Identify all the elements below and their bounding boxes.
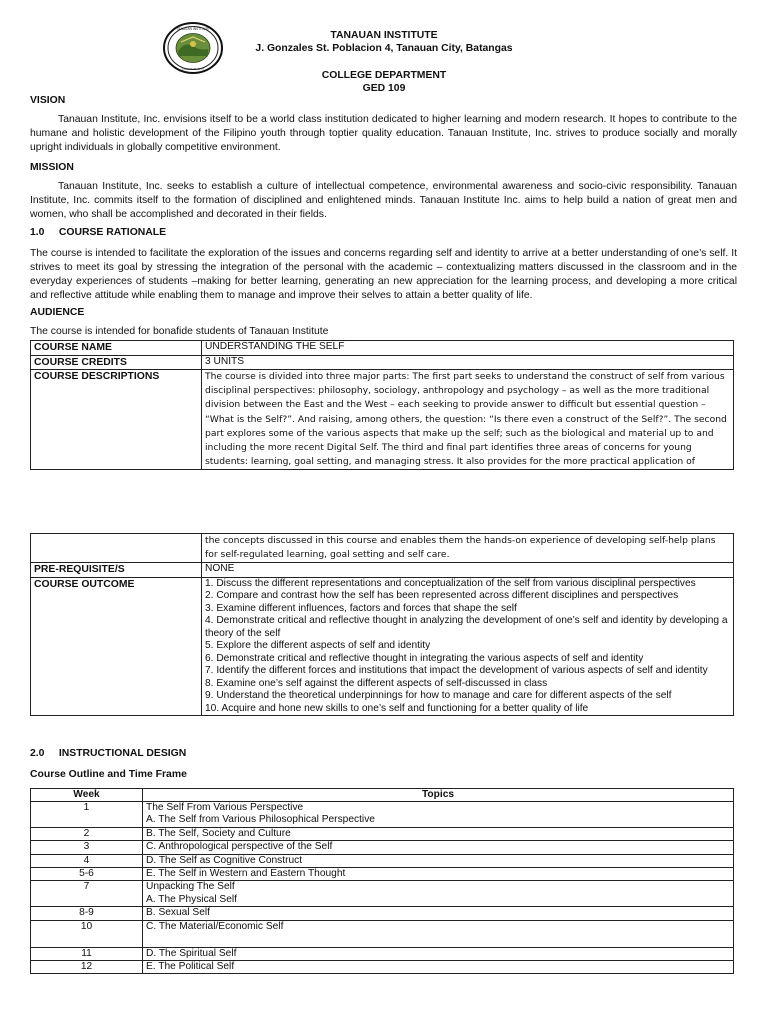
- course-name-value: UNDERSTANDING THE SELF: [202, 341, 734, 356]
- topic-line: D. The Spiritual Self: [146, 947, 237, 959]
- table-row: [31, 355, 734, 370]
- vision-heading: VISION: [30, 95, 66, 106]
- table-row: [31, 881, 734, 907]
- outcome-item: 3. Examine different influences, factors and forces that shape the self: [205, 602, 517, 614]
- table-header-row: [31, 789, 734, 802]
- week-cell: 10: [31, 920, 143, 947]
- institution-address: J. Gonzales St. Poblacion 4, Tanauan City, Batangas: [255, 43, 513, 54]
- department-name: COLLEGE DEPARTMENT: [321, 70, 447, 81]
- svg-text:TANAUAN INSTITUTE: TANAUAN INSTITUTE: [176, 27, 210, 31]
- topics-cell: [143, 881, 734, 907]
- week-cell: 11: [31, 947, 143, 960]
- topics-cell: [143, 961, 734, 974]
- outcome-item: 6. Demonstrate critical and reflective thought in integrating the various aspects of self and identity: [205, 652, 644, 664]
- topic-line: A. The Self from Various Philosophical Perspective: [146, 814, 375, 826]
- week-cell: 8-9: [31, 907, 143, 920]
- topic-line: C. Anthropological perspective of the Self: [146, 841, 333, 853]
- prerequisite-key: PRE-REQUISITE/S: [31, 563, 202, 578]
- topics-cell: [143, 854, 734, 867]
- table-row: [31, 577, 734, 716]
- table-row: [31, 370, 734, 470]
- prerequisite-value: NONE: [202, 563, 734, 578]
- table-row: [31, 827, 734, 840]
- outcome-item: theory of the self: [205, 627, 281, 639]
- outcome-item: 5. Explore the different aspects of self and identity: [205, 640, 431, 652]
- table-row: [31, 854, 734, 867]
- institution-name: TANAUAN INSTITUTE: [330, 30, 438, 41]
- topic-line: B. Sexual Self: [146, 907, 210, 919]
- course-code: GED 109: [362, 83, 406, 94]
- outcome-item: 7. Identify the different forces and institutions that impact the development of various aspects of self and identity: [205, 665, 708, 677]
- topic-line: Unpacking The Self: [146, 881, 235, 893]
- topics-cell: [143, 802, 734, 828]
- mission-text: Tanauan Institute, Inc. seeks to establish a culture of intellectual competence, environmental awareness and socio-civic responsibility. Tanauan Institute, Inc. commits itself to the formation of disciplined and enlightened minds. Tanauan Institute Inc. aims to help build a nation of great men and women, who shall be accomplished and decorated in their fields.: [30, 181, 737, 220]
- instructional-design-heading: 2.0 INSTRUCTIONAL DESIGN: [30, 748, 187, 759]
- week-cell: 1: [31, 802, 143, 828]
- course-outline-table: [30, 788, 734, 974]
- audience-heading: AUDIENCE: [30, 307, 85, 318]
- topic-line: E. The Self in Western and Eastern Thought: [146, 868, 346, 880]
- topics-cell: [143, 947, 734, 960]
- table-row: [31, 920, 734, 947]
- outcome-item: 4. Demonstrate critical and reflective thought in analyzing the development of one’s self and identity by developing a: [205, 615, 728, 627]
- week-column-header: Week: [31, 789, 143, 802]
- topics-column-header: Topics: [143, 789, 734, 802]
- audience-text: The course is intended for bonafide students of Tanauan Institute: [30, 326, 329, 337]
- table-row: [31, 802, 734, 828]
- course-outcome-key: COURSE OUTCOME: [31, 577, 202, 716]
- topic-line: The Self From Various Perspective: [146, 802, 304, 813]
- vision-text: Tanauan Institute, Inc. envisions itself to be a world class institution dedicated to higher learning and modern research. It hopes to contribute to the humane and holistic development of the Filipino youth through toptier quality education. Tanauan Institute, Inc. strives to produce socially and morally upright individuals in globally competitive environment.: [30, 114, 737, 153]
- topics-cell: [143, 920, 734, 947]
- table-row: [31, 841, 734, 854]
- topic-line: E. The Political Self: [146, 961, 235, 973]
- outcome-item: 2. Compare and contrast how the self has been represented across different disciplines and perspectives: [205, 590, 679, 602]
- course-description-key: COURSE DESCRIPTIONS: [31, 370, 202, 470]
- empty-cell: [31, 534, 202, 563]
- topic-line: A. The Physical Self: [146, 893, 237, 905]
- topics-cell: [143, 827, 734, 840]
- topics-cell: [143, 841, 734, 854]
- rationale-heading: 1.0 COURSE RATIONALE: [30, 227, 167, 238]
- table-row: [31, 563, 734, 578]
- course-outline-heading: Course Outline and Time Frame: [30, 769, 187, 780]
- course-description-continued: the concepts discussed in this course and enables them the hands-on experience of developing self-help plans for self-regulated learning, goal setting and self care.: [202, 534, 734, 563]
- table-row: [31, 341, 734, 356]
- outcome-item: 10. Acquire and hone new skills to one’s self and functioning for a better quality of life: [205, 702, 589, 714]
- topic-line: C. The Material/Economic Self: [146, 920, 284, 932]
- course-name-key: COURSE NAME: [31, 341, 202, 356]
- outcome-item: 1. Discuss the different representations and conceptualization of the self from various disciplinal perspectives: [205, 577, 696, 589]
- course-info-table-continued: [30, 533, 734, 716]
- rationale-text: The course is intended to facilitate the exploration of the issues and concerns regarding self and identity to arrive at a better understanding of one’s self. It strives to meet its goal by stressing the integration of the personal with the academic – contextualizing matters discussed in the classroom and in the everyday experiences of students –making for better learning, generating an new appreciation for the learning process, and developing a more critical and reflective attitude while enabling them to manage and improve their selves to attain a better quality of life.: [30, 248, 737, 301]
- topics-cell: [143, 868, 734, 881]
- week-cell: 5-6: [31, 868, 143, 881]
- outcome-item: 9. Understand the theoretical underpinnings for how to manage and care for different aspects of the self: [205, 690, 672, 702]
- topic-line: B. The Self, Society and Culture: [146, 827, 291, 839]
- mission-heading: MISSION: [30, 162, 74, 173]
- course-credits-value: 3 UNITS: [202, 355, 734, 370]
- course-description-value: The course is divided into three major parts: The first part seeks to understand the construct of self from various disciplinal perspectives: philosophy, sociology, anthropology and psychology – as well as the more traditional division between the East and the West – each seeking to provide answer to difficult but essential question – “What is the Self?”. And raising, among others, the question: “Is there even a construct of the Self?”. The second part explores some of the various aspects that make up the self; such as the biological and material up to and including the more recent Digital Self. The third and final part identifies three areas of concerns for young students: learning, goal setting, and managing stress. It also provides for the more practical application of: [202, 370, 734, 470]
- outcome-item: 8. Examine one’s self against the different aspects of self-discussed in class: [205, 677, 548, 689]
- week-cell: 2: [31, 827, 143, 840]
- week-cell: 4: [31, 854, 143, 867]
- table-row: [31, 534, 734, 563]
- topic-line: D. The Self as Cognitive Construct: [146, 854, 303, 866]
- table-row: [31, 868, 734, 881]
- week-cell: 7: [31, 881, 143, 907]
- course-outcome-list: [202, 577, 734, 716]
- course-credits-key: COURSE CREDITS: [31, 355, 202, 370]
- table-row: [31, 907, 734, 920]
- week-cell: 3: [31, 841, 143, 854]
- course-info-table: [30, 340, 734, 470]
- table-row: [31, 961, 734, 974]
- table-row: [31, 947, 734, 960]
- svg-text:TANAUAN CITY: TANAUAN CITY: [181, 67, 205, 71]
- week-cell: 12: [31, 961, 143, 974]
- topics-cell: [143, 907, 734, 920]
